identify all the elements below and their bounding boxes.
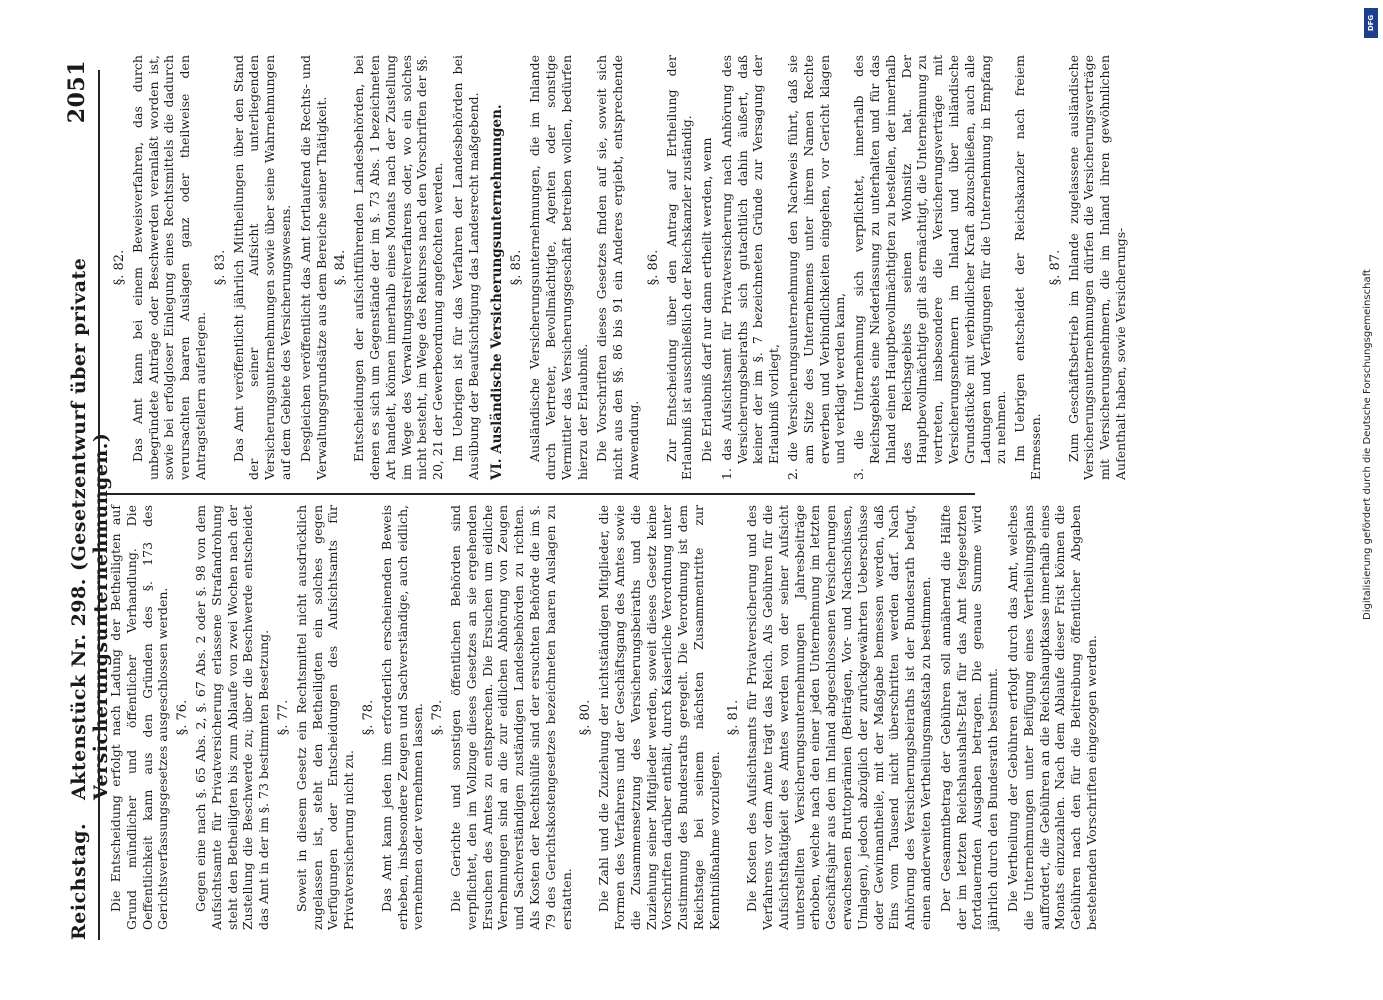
paragraph: Die Gerichte und sonstigen öffentlichen Behörden sind verpflichtet, den im Vollzuge dieses Gesetzes an sie ergehenden Ersuchen des Amtes zu entsprechen. Die Ersuchen um eidliche Vernehmungen sind an die zur eidlichen Abhörung von Zeugen und Sachverständigen zuständigen Landesbehörden zu richten. Als Kosten der Rechtshülfe sind der ersuchten Behörde die im §. 79 des Gerichtskostengesetzes bezeichneten baaren Auslagen zu erstatten.: [447, 505, 574, 930]
paragraph: Das Amt kann bei einem Beweisverfahren, das durch unbegründete Anträge oder Beschwerden veranlaßt worden ist, sowie bei erfolgloser Einlegung eines Rechtsmittels die dadurch verursachten baaren Auslagen ganz oder theilweise den Antragstellern auferlegen.: [129, 55, 208, 480]
list-item: 2. die Versicherungsunternehmung den Nachweis führt, daß sie am Sitze des Unternehmens unter ihrem Namen Rechte erwerben und Verbindlichkeiten eingehen, vor Gericht klagen und verklagt werden kann,: [785, 55, 848, 480]
paragraph: Das Amt veröffentlicht jährlich Mittheilungen über den Stand der seiner Aufsicht unterliegenden Versicherungsunternehmungen sowie über seine Wahrnehmungen auf dem Gebiete des Versicherungswesens.: [230, 55, 293, 480]
paragraph: Die Kosten des Aufsichtsamts für Privatversicherung und des Verfahrens vor dem Amte trägt das Reich. Als Gebühren für die Aufsichtsthätigkeit des Amtes werden von der seiner Aufsicht unterstellten Versicherungsunternehmungen Jahresbeiträge erhoben, welche nach den einer jeden Unternehmung im letzten Geschäftsjahr aus den im Inland abgeschlossenen Versicherungen erwachsenen Bruttoprämien (Beiträgen, Vor- und Nachschüssen, Umlagen), jedoch abzüglich der zurückgewährten Ueberschüsse oder Gewinnantheile, mit der Maßgabe bemessen werden, daß Eins vom Tausend nicht überschritten werden darf. Nach Anhörung des Versicherungsbeiraths ist der Bundesrath befugt, einen anderweiten Vertheilungsmaßstab zu bestimmen.: [744, 505, 934, 930]
section-heading: VI. Ausländische Versicherungsunternehmungen.: [488, 104, 505, 480]
header-rule: [98, 70, 100, 940]
paragraph: Die Vorschriften dieses Gesetzes finden auf sie, soweit sich nicht aus den §§. 86 bis 91 ein Anderes ergiebt, entsprechende Anwendung.: [594, 55, 641, 480]
left-column: [108, 505, 1104, 930]
paragraph: Die Zahl und die Zuziehung der nichtständigen Mitglieder, die Formen des Verfahrens und der Geschäftsgang des Amtes sowie die Zusammensetzung des Versicherungsbeiraths und die Zuziehung seiner Mitglieder werden, soweit dieses Gesetz keine Vorschriften darüber enthält, durch Kaiserliche Verordnung unter Zustimmung des Bundesraths geregelt. Die Verordnung ist dem Reichstage bei seinem nächsten Zusammentritte zur Kenntnißnahme vorzulegen.: [596, 505, 722, 930]
section-number: §. 83.: [212, 249, 228, 286]
section-number: §. 82.: [112, 249, 127, 286]
paragraph: Gegen eine nach §. 65 Abs. 2, §. 67 Abs. 2 oder §. 98 von dem Aufsichtsamte für Privatversicherung erlassene Strafandrohung steht den Betheiligten bis zum Ablaufe von zwei Wochen nach der Zustellung die Beschwerde zu; über die Beschwerde entscheidet das Amt in der im §. 73 bestimmten Besetzung.: [192, 505, 272, 930]
dfg-logo-text: DFG: [1367, 14, 1375, 32]
section-number: §. 85.: [509, 249, 525, 286]
paragraph: Die Entscheidung erfolgt nach Ladung der Betheiligten auf Grund mündlicher und öffentlicher Verhandlung. Die Oeffentlichkeit kann aus den Gründen des §. 173 des Gerichtsverfassungsgesetzes ausgeschlossen werden.: [108, 505, 171, 930]
paragraph: Desgleichen veröffentlicht das Amt fortlaufend die Rechts- und Verwaltungsgrundsätze aus dem Bereiche seiner Thätigkeit.: [297, 55, 329, 480]
section-number: §. 81.: [726, 699, 742, 736]
paragraph: Die Erlaubniß darf nur dann ertheilt werden, wenn: [699, 137, 715, 462]
header-title: Aktenstück Nr. 298. (Gesetzentwurf über private Versicherungsunternehmungen.): [68, 257, 112, 800]
list-item: 1. das Aufsichtsamt für Privatversicherung nach Anhörung des Versicherungsbeiraths sich gutachtlich dahin äußert, daß keiner der im §. 7 bezeichneten Gründe zur Versagung der Erlaubniß vorliegt,: [718, 55, 782, 480]
section-number: §. 86.: [645, 249, 661, 286]
header-left: Reichstag.: [68, 822, 90, 940]
paragraph: Ausländische Versicherungsunternehmungen, die im Inlande durch Vertreter, Bevollmächtigte, Agenten oder sonstige Vermittler das Versicherungsgeschäft betreiben wollen, bedürfen hierzu der Erlaubniß.: [527, 55, 590, 480]
right-column: [108, 55, 1133, 480]
section-number: §. 77.: [275, 699, 291, 736]
paragraph: Im Uebrigen ist für das Verfahren der Landesbehörden bei Ausübung der Beaufsichtigung das Landesrecht maßgebend.: [449, 55, 481, 480]
page-number: 2051: [64, 60, 90, 124]
paragraph: Das Amt kann jeden ihm erforderlich erscheinenden Beweis erheben, insbesondere Zeugen und Sachverständige, auch eidlich, vernehmen oder vernehmen lassen.: [378, 505, 426, 930]
paragraph: Der Gesammtbetrag der Gebühren soll annähernd die Hälfte der im letzten Reichshaushalts-Etat für das Amt festgesetzten fortdauernden Ausgaben betragen. Die genaue Summe wird jährlich durch den Bundesrath bestimmt.: [937, 505, 1001, 930]
section-number: §. 76.: [175, 699, 191, 736]
paragraph: Zur Entscheidung über den Antrag auf Ertheilung der Erlaubniß ist ausschließlich der Reichskanzler zuständig.: [663, 55, 695, 480]
paragraph: Die Vertheilung der Gebühren erfolgt durch das Amt, welches die Unternehmungen unter Beifügung eines Vertheilungsplans auffordert, die Gebühren an die Reichshauptkasse innerhalb eines Monats einzuzahlen. Nach dem Ablaufe dieser Frist können die Gebühren nach den für die Beitreibung öffentlicher Abgaben bestehenden Vorschriften eingezogen werden.: [1005, 505, 1100, 930]
section-number: §. 78.: [360, 699, 376, 736]
section-number: §. 79.: [430, 699, 446, 736]
digitization-note: Digitalisierung gefördert durch die Deutsche Forschungsgemeinschaft: [1362, 269, 1373, 620]
column-divider: [105, 493, 975, 495]
section-number: §. 80.: [578, 699, 594, 736]
list-item: 3. die Unternehmung sich verpflichtet, innerhalb des Reichsgebiets eine Niederlassung zu unterhalten und für das Inland einen Hauptbevollmächtigten zu bestellen, der innerhalb des Reichsgebiets seinen Wohnsitz hat. Der Hauptbevollmächtigte gilt als ermächtigt, die Unternehmung zu vertreten, insbesondere die Versicherungsverträge mit Versicherungsnehmern im Inland und über inländische Grundstücke mit verbindlicher Kraft abzuschließen, auch alle Ladungen und Verfügungen für die Unternehmung in Empfang zu nehmen.: [851, 55, 1009, 480]
paragraph: Entscheidungen der aufsichtführenden Landesbehörden, bei denen es sich um Gegenstände der im §. 73 Abs. 1 bezeichneten Art handelt, können innerhalb eines Monats nach der Zustellung im Wege des Verwaltungsstreitverfahrens oder, wo ein solches nicht besteht, im Wege des Rekurses nach den Vorschriften der §§. 20, 21 der Gewerbeordnung angefochten werden.: [351, 55, 446, 480]
paragraph: Zum Geschäftsbetrieb im Inlande zugelassene ausländische Versicherungsunternehmungen dürfen die Versicherungsverträge mit Versicherungsnehmern, die im Inland ihren gewöhnlichen Aufenthalt haben, sowie Versicherungs-: [1065, 55, 1129, 480]
section-number: §. 84.: [333, 249, 349, 286]
side-note: [1362, 10, 1380, 750]
page-header: [60, 60, 112, 940]
paragraph: Im Uebrigen entscheidet der Reichskanzler nach freiem Ermessen.: [1012, 55, 1044, 480]
paragraph: Soweit in diesem Gesetz ein Rechtsmittel nicht ausdrücklich zugelassen ist, steht den Betheiligten ein solches gegen Verfügungen oder Entscheidungen des Aufsichtsamts für Privatversicherung nicht zu.: [293, 505, 357, 930]
section-number: §. 87.: [1047, 249, 1063, 286]
